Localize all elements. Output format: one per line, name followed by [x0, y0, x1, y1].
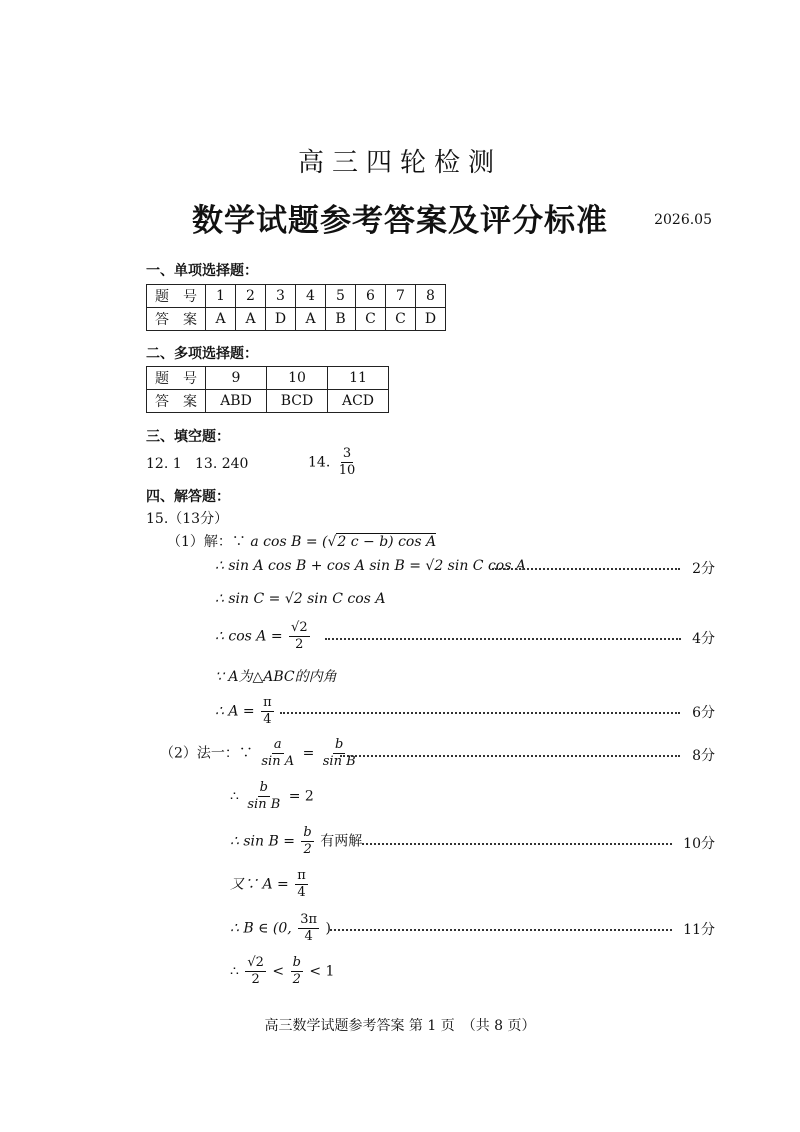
q15-line-6 [215, 695, 276, 728]
formula-text: ∴ B ∈ (0, [230, 920, 292, 937]
score-label: 8分 [692, 748, 715, 764]
numerator: b [303, 825, 312, 840]
dot-leader [362, 843, 672, 845]
formula-text: ∴ A = [215, 703, 255, 720]
multiple-choice-table [146, 366, 389, 413]
table-cell: 11 [328, 367, 389, 390]
table-row [147, 390, 389, 413]
formula-text: ∴ sin A cos B + cos A sin B = [215, 558, 421, 574]
table-cell: D [416, 308, 446, 331]
score-label: 6分 [692, 705, 715, 721]
part1-label: （1）解：∵ [167, 534, 246, 550]
formula-text: < 1 [309, 963, 335, 980]
score-label: 2分 [692, 561, 715, 577]
denominator: 2 [295, 637, 304, 652]
title-line-1: 高三四轮检测 [297, 148, 502, 178]
denominator: 2 [251, 972, 260, 987]
single-choice-table [146, 284, 446, 331]
formula-text: ∴ sin B = [230, 833, 295, 850]
sqrt-symbol: √ [425, 558, 435, 574]
page-title: 数学试题参考答案及评分标准 [192, 203, 608, 239]
score-label: 11分 [683, 922, 715, 938]
q15-line-10 [230, 868, 310, 901]
table-cell: 6 [356, 285, 386, 308]
formula-text: 又∵ A = [230, 876, 289, 893]
dot-leader [280, 712, 680, 714]
table-cell: 1 [206, 285, 236, 308]
denominator: sin A [261, 754, 295, 769]
numerator: √2 [291, 620, 308, 635]
formula-text: < [272, 963, 285, 980]
page-footer: 高三数学试题参考答案 第 1 页 （共 8 页） [264, 1018, 536, 1034]
numerator: b [335, 737, 344, 752]
exam-date: 2026.05 [654, 212, 712, 228]
table-cell: ABD [206, 390, 267, 413]
dot-leader [340, 755, 680, 757]
formula-text: a cos B = ( [250, 534, 328, 550]
table-cell: C [386, 308, 416, 331]
score-label: 10分 [683, 836, 715, 852]
fraction [337, 446, 358, 479]
table-cell: 7 [386, 285, 416, 308]
denominator: sin B [247, 797, 281, 812]
formula-text: ∴ [230, 788, 239, 805]
q15-line-2 [215, 558, 526, 574]
table-cell: A [206, 308, 236, 331]
answer-13: 13. 240 [195, 456, 249, 472]
table-cell: B [326, 308, 356, 331]
q15-line-1 [167, 531, 436, 551]
answer-12: 12. 1 [146, 456, 182, 472]
answer-14 [308, 446, 359, 479]
numerator: 3π [300, 912, 318, 927]
row-label: 题 号 [147, 367, 206, 390]
table-row [147, 308, 446, 331]
q15-line-5: ∵ A为△ABC的内角 [215, 669, 337, 685]
table-cell: 9 [206, 367, 267, 390]
table-cell: 8 [416, 285, 446, 308]
row-label: 题 号 [147, 285, 206, 308]
table-cell: ACD [328, 390, 389, 413]
table-cell: 4 [296, 285, 326, 308]
formula-text: 2 sin C cos A [434, 558, 526, 574]
fraction [245, 780, 282, 813]
numerator: 3 [342, 446, 352, 461]
table-cell: 10 [267, 367, 328, 390]
fraction [321, 737, 358, 770]
section-single-choice: 一、单项选择题： [146, 263, 258, 279]
answer-14-prefix: 14. [308, 454, 331, 471]
sqrt-symbol: √ [327, 534, 337, 550]
fraction [298, 912, 319, 945]
formula-text: ∴ sin C = [215, 591, 281, 607]
fraction [261, 695, 274, 728]
fraction [291, 955, 303, 988]
table-cell: 3 [266, 285, 296, 308]
table-cell: 2 [236, 285, 266, 308]
table-cell: D [266, 308, 296, 331]
q15-header: 15.（13分） [146, 511, 229, 527]
formula-text: = 2 [288, 788, 314, 805]
numerator: a [273, 737, 282, 752]
table-cell: A [236, 308, 266, 331]
row-label: 答 案 [147, 390, 206, 413]
denominator: 4 [263, 712, 272, 727]
q15-line-4 [215, 620, 312, 653]
numerator: √2 [247, 955, 264, 970]
formula-text: 有两解 [320, 833, 363, 850]
table-cell: BCD [267, 390, 328, 413]
formula-text: ∴ [230, 963, 239, 980]
q15-line-7 [160, 737, 360, 770]
formula-text: ) [325, 920, 331, 937]
q15-line-8 [230, 780, 314, 813]
numerator: π [297, 868, 306, 883]
sqrt-symbol: √ [284, 591, 294, 607]
row-label: 答 案 [147, 308, 206, 331]
denominator: 10 [338, 463, 356, 478]
equals-sign: = [302, 745, 315, 762]
denominator: 2 [303, 842, 312, 857]
section-fill-blank: 三、填空题： [146, 429, 230, 445]
denominator: 4 [304, 929, 313, 944]
denominator: 2 [292, 972, 301, 987]
section-solutions: 四、解答题： [146, 489, 230, 505]
dot-leader [492, 568, 680, 570]
fraction [289, 620, 310, 653]
fraction [245, 955, 266, 988]
table-cell: 5 [326, 285, 356, 308]
denominator: 4 [297, 885, 306, 900]
fraction [301, 825, 313, 858]
table-cell: C [356, 308, 386, 331]
table-row [147, 285, 446, 308]
section-multiple-choice: 二、多项选择题： [146, 346, 258, 362]
q15-line-12 [230, 955, 334, 988]
numerator: b [292, 955, 301, 970]
fraction [295, 868, 308, 901]
table-cell: A [296, 308, 326, 331]
formula-text: ∴ cos A = [215, 628, 283, 645]
q15-line-11 [230, 912, 331, 945]
dot-leader [325, 638, 681, 640]
dot-leader [330, 929, 672, 931]
numerator: π [263, 695, 272, 710]
numerator: b [259, 780, 268, 795]
fraction [259, 737, 296, 770]
table-row [147, 367, 389, 390]
formula-text: 2 c − b) cos A [337, 534, 437, 550]
q15-line-9 [230, 825, 362, 858]
part2-label: （2）法一：∵ [160, 745, 253, 762]
formula-text: 2 sin C cos A [293, 591, 386, 607]
q15-line-3 [215, 591, 385, 607]
score-label: 4分 [692, 631, 715, 647]
denominator: sin B [322, 754, 356, 769]
